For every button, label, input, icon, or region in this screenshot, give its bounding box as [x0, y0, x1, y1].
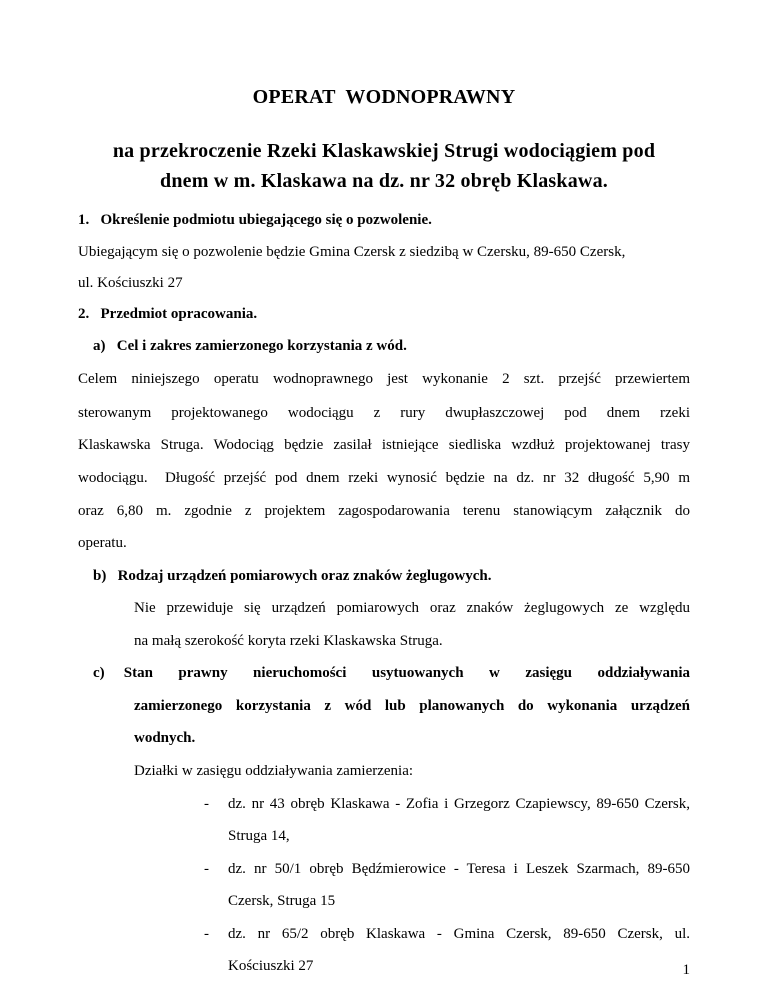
page-number: 1 — [682, 962, 690, 978]
list-item-2-text-1: dz. nr 50/1 obręb Będźmierowice - Teresa i Leszek Szarmach, 89-650 — [228, 861, 690, 877]
list-item-1-text-1: dz. nr 43 obręb Klaskawa - Zofia i Grzegorz Czapiewscy, 89-650 Czersk, — [228, 796, 690, 812]
section-2b-line-2: na małą szerokość koryta rzeki Klaskawska Struga. — [134, 633, 443, 649]
subtitle-line-2: dnem w m. Klaskawa na dz. nr 32 obręb Klaskawa. — [160, 170, 608, 192]
section-2-heading: 2. Przedmiot opracowania. — [78, 306, 258, 322]
section-2a-text-3: Klaskawska Struga. Wodociąg będzie zasilał istniejące siedliska wzdłuż projektowanej trasy — [78, 437, 690, 453]
section-2a-line-5 — [78, 503, 690, 520]
section-1-line-2: ul. Kościuszki 27 — [78, 275, 183, 291]
list-item-1-line-2: Struga 14, — [228, 828, 290, 844]
section-2a-line-4 — [78, 470, 690, 487]
section-2a-line-1 — [78, 371, 690, 388]
section-2b-text-1: Nie przewiduje się urządzeń pomiarowych oraz znaków żeglugowych ze względu — [134, 600, 690, 616]
section-2a-line-6: operatu. — [78, 535, 127, 551]
list-item-dash: - — [204, 861, 209, 877]
section-1-line-1: Ubiegającym się o pozwolenie będzie Gmina Czersk z siedzibą w Czersku, 89-650 Czersk, — [78, 244, 626, 260]
section-2c-intro: Działki w zasięgu oddziaływania zamierzenia: — [134, 763, 414, 779]
list-item-dash: - — [204, 796, 209, 812]
section-1-heading: 1. Określenie podmiotu ubiegającego się o pozwolenie. — [78, 212, 432, 228]
list-item-3-text-1: dz. nr 65/2 obręb Klaskawa - Gmina Czersk, 89-650 Czersk, ul. — [228, 926, 690, 942]
section-2c-heading-line-3: wodnych. — [134, 730, 196, 746]
list-item-3-line-1 — [228, 926, 690, 943]
document-title: OPERAT WODNOPRAWNY — [252, 86, 516, 108]
list-item-2-line-1 — [228, 861, 690, 878]
section-2a-line-2 — [78, 405, 690, 422]
section-2a-text-1: Celem niniejszego operatu wodnoprawnego jest wykonanie 2 szt. przejść przewiertem — [78, 371, 690, 387]
section-2c-heading-line-1 — [93, 665, 690, 682]
section-2c-heading-line-2 — [134, 698, 690, 715]
section-2a-line-3 — [78, 437, 690, 454]
section-2a-heading: a) Cel i zakres zamierzonego korzystania z wód. — [93, 338, 407, 354]
section-2b-line-1 — [134, 600, 690, 617]
list-item-2-line-2: Czersk, Struga 15 — [228, 893, 336, 909]
section-2a-text-5: oraz 6,80 m. zgodnie z projektem zagospodarowania terenu stanowiącym załącznik do — [78, 503, 690, 519]
section-2c-heading-text-2: zamierzonego korzystania z wód lub planowanych do wykonania urządzeń — [134, 698, 690, 714]
list-item-3-line-2: Kościuszki 27 — [228, 958, 314, 974]
document-subtitle — [0, 136, 768, 196]
section-2b-heading: b) Rodzaj urządzeń pomiarowych oraz znaków żeglugowych. — [93, 568, 492, 584]
section-2a-text-2: sterowanym projektowanego wodociągu z rury dwupłaszczowej pod dnem rzeki — [78, 405, 690, 421]
list-item-1-line-1 — [228, 796, 690, 813]
subtitle-line-1: na przekroczenie Rzeki Klaskawskiej Strugi wodociągiem pod — [112, 140, 656, 162]
section-2c-heading-text-1: c) Stan prawny nieruchomości usytuowanych w zasięgu oddziaływania — [93, 665, 690, 681]
list-item-dash: - — [204, 926, 209, 942]
section-2a-text-4: wodociągu. Długość przejść pod dnem rzeki wynosić będzie na dz. nr 32 długość 5,90 m — [78, 470, 690, 486]
